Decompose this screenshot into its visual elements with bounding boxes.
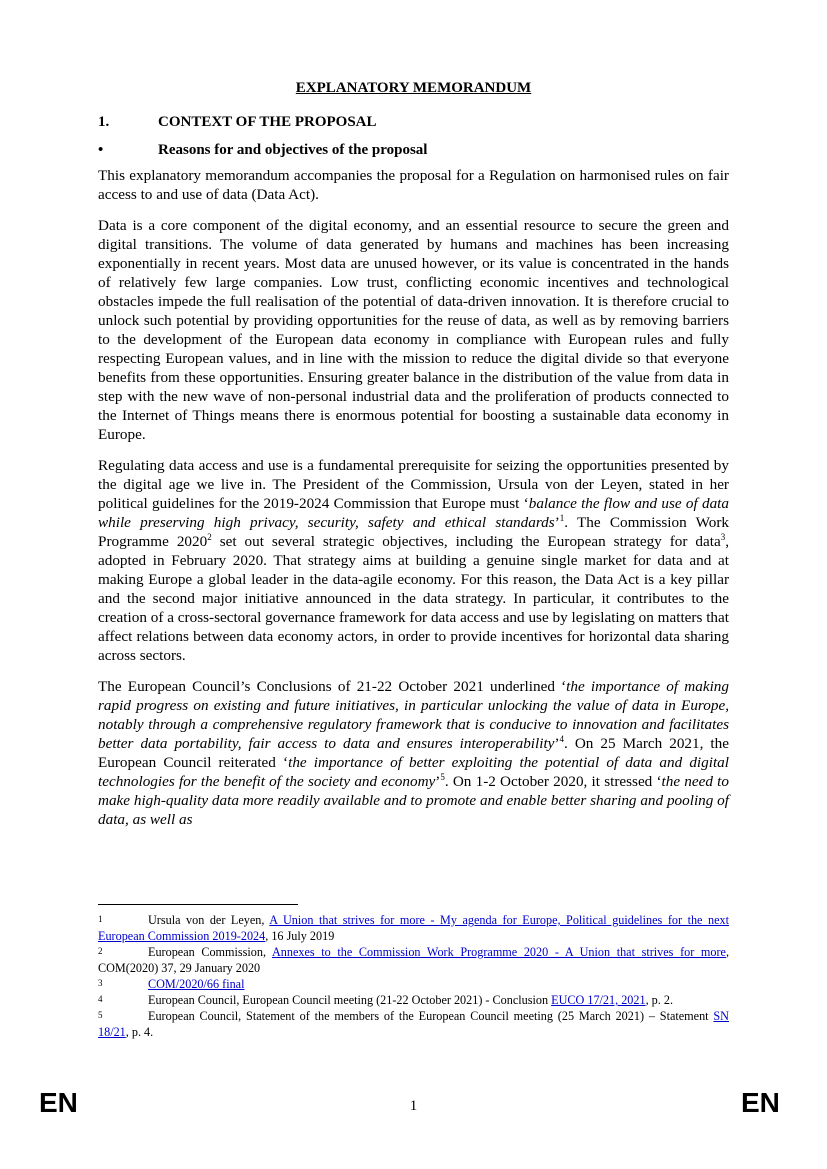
language-code-left: EN <box>39 1087 78 1118</box>
footnote-ref-2[interactable]: 2 <box>207 531 212 542</box>
p3-text-c: . The Commission Work Programme 2020 <box>98 514 730 550</box>
footnote-link[interactable]: COM/2020/66 final <box>148 977 245 991</box>
paragraph-1: This explanatory memorandum accompanies the proposal for a Regulation on harmonised rules on fair access to and use of data (Data Act). <box>98 167 729 203</box>
footnote-mark: 4 <box>98 994 103 1004</box>
p4-text-c: . On 25 March 2021, the European Council reiterated ‘ <box>98 735 729 771</box>
p4-text-a: The European Council’s Conclusions of 21-22 October 2021 underlined ‘ <box>98 678 567 695</box>
section-title: CONTEXT OF THE PROPOSAL <box>158 114 377 130</box>
p4-text-e: . On 1-2 October 2020, it stressed ‘ <box>444 773 662 790</box>
footnote-3 <box>98 976 729 992</box>
p3-text-b: ’ <box>554 514 560 531</box>
footnote-ref-1[interactable]: 1 <box>559 512 565 523</box>
p3-quote: balance the flow and use of data while preserving high privacy, security, safety and ethical standards <box>98 495 729 531</box>
p4-quote-1: the importance of making rapid progress on existing and future initiatives, in particular unlocking the value of data in Europe, notably through a comprehensive regulatory framework that is conducive to innovation and facilitates better data portability, fair access to data and ensures interoperability <box>98 678 729 752</box>
footnote-text: , p. 2. <box>645 993 673 1007</box>
footnote-text: European Commission, <box>148 945 272 959</box>
footnote-separator <box>98 904 298 905</box>
page-title: EXPLANATORY MEMORANDUM <box>295 80 532 96</box>
footnote-mark: 5 <box>98 1010 103 1020</box>
p3-text-a: Regulating data access and use is a fundamental prerequisite for seizing the opportunities presented by the digital age we live in. The President of the Commission, Ursula von der Leyen, stated in her political guidelines for the 2019-2024 Commission that Europe must ‘ <box>98 457 729 512</box>
footnote-text: Ursula von der Leyen, <box>148 913 270 927</box>
p3-text-d: set out several strategic objectives, including the European strategy for data <box>211 533 721 550</box>
section-heading <box>98 112 729 132</box>
p4-quote-2: the importance of better exploiting the potential of data and digital technologies for the benefit of the society and economy <box>98 754 729 790</box>
footnote-link[interactable]: SN 18/21 <box>98 1009 729 1039</box>
language-code-right: EN <box>741 1087 780 1118</box>
footnote-mark: 2 <box>98 946 103 956</box>
footnote-2 <box>98 944 729 976</box>
paragraph-3 <box>98 456 729 665</box>
main-content <box>98 78 729 841</box>
paragraph-2: Data is a core component of the digital economy, and an essential resource to secure the green and digital transitions. The volume of data generated by humans and machines has been increasing exponentially in recent years. Most data are unused however, or its value is concentrated in the hands of relatively few large companies. Low trust, conflicting economic incentives and technological obstacles impede the full realisation of the potential of data-driven innovation. It is therefore crucial to unlock such potential by providing opportunities for the reuse of data, as well as by removing barriers to the development of the European data economy in compliance with European rules and fully respecting European values, and in line with the mission to reduce the digital divide so that everyone benefits from these opportunities. Ensuring greater balance in the distribution of the value from data in step with the new wave of non-personal industrial data and the proliferation of products connected to the Internet of Things means there is enormous potential for boosting a sustainable data economy in Europe. <box>98 217 729 443</box>
footnote-5 <box>98 1008 729 1040</box>
footnotes <box>98 912 729 1040</box>
footnote-1 <box>98 912 729 944</box>
footnote-text: European Council, Statement of the members of the European Council meeting (25 March 2021) – Statement <box>148 1009 714 1023</box>
footnote-link[interactable]: Annexes to the Commission Work Programme 2020 - A Union that strives for more <box>271 945 726 959</box>
paragraph-4 <box>98 677 729 829</box>
subsection-heading <box>98 140 729 160</box>
footnote-text: , p. 4. <box>125 1025 154 1039</box>
footnote-mark: 1 <box>98 914 103 924</box>
p4-quote-3: the need to make high-quality data more readily available and to promote and enable better sharing and pooling of data, as well as <box>98 773 729 828</box>
section-number: 1. <box>98 114 110 130</box>
footnote-ref-5[interactable]: 5 <box>440 771 445 782</box>
footnote-text: , COM(2020) 37, 29 January 2020 <box>98 945 729 975</box>
footnote-ref-4[interactable]: 4 <box>559 733 564 744</box>
footnote-link[interactable]: A Union that strives for more - My agenda for Europe, Political guidelines for the next European Commission 2019-2024 <box>98 913 729 943</box>
footnote-text: , 16 July 2019 <box>265 929 335 943</box>
p4-text-b: ’ <box>554 735 560 752</box>
subsection-title: Reasons for and objectives of the proposal <box>158 142 428 158</box>
footnote-text: European Council, European Council meeting (21-22 October 2021) - Conclusion <box>148 993 552 1007</box>
subsection-bullet: • <box>98 142 104 158</box>
footnote-link[interactable]: EUCO 17/21, 2021 <box>551 993 646 1007</box>
footnote-4 <box>98 992 729 1008</box>
footnote-mark: 3 <box>98 978 103 988</box>
p3-text-e: , adopted in February 2020. That strategy aims at building a genuine single market for data and at making Europe a global leader in the data-agile economy. For this reason, the Data Act is a key pillar and the second major initiative announced in the data strategy. In particular, it contributes to the creation of a cross-sectoral governance framework for data access and use by legislating on matters that affect relations between data economy actors, in order to provide incentives for horizontal data sharing across sectors. <box>98 533 730 664</box>
p4-text-d: ’ <box>435 773 441 790</box>
page-number: 1 <box>409 1098 418 1114</box>
footnote-ref-3[interactable]: 3 <box>720 531 726 542</box>
